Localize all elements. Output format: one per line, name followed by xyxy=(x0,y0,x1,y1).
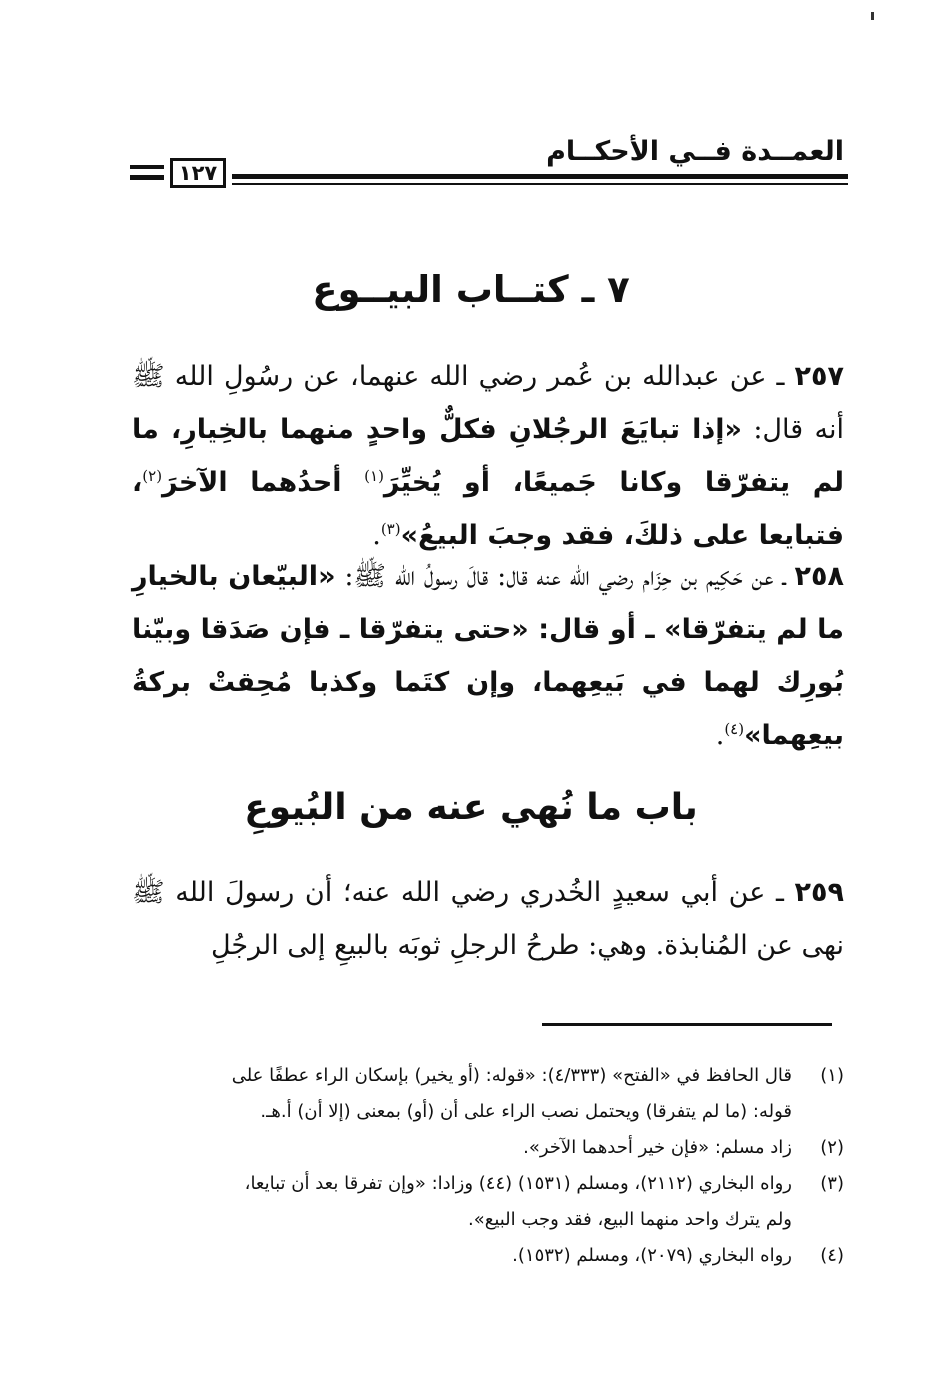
hadith-number: ٢٥٨ xyxy=(794,561,844,592)
scan-mark xyxy=(871,12,874,20)
hadith-259 xyxy=(132,866,844,972)
footnote-ref: (٣) xyxy=(380,520,401,538)
hadith-quote: ، فتبايعا على ذلكَ، فقد وجبَ البيعُ» xyxy=(132,467,844,551)
footnote-separator xyxy=(542,1023,832,1026)
hadith-number: ٢٥٩ xyxy=(794,877,844,908)
hadith-text: ـ عن أبي سعيدٍ الخُدري رضي الله عنه؛ أن رسولَ الله ﷺ نهى عن المُنابذة. وهي: طرحُ الرجلِ ثوبَه بالبيعِ إلى الرجُلِ xyxy=(132,877,844,961)
hadith-257 xyxy=(132,350,844,562)
hadith-intro: ـ عن حَكِيم بن حِزَام رضي الله عنه قال: قالَ رسولُ الله ﷺ: xyxy=(335,561,795,592)
running-header-title: العمــدة فــي الأحكــام xyxy=(546,136,844,167)
footnote-number: (١) xyxy=(820,1065,844,1086)
hadith-number: ٢٥٧ xyxy=(794,361,844,392)
footnote-number: (٢) xyxy=(820,1137,844,1158)
footnote-number: (٤) xyxy=(820,1245,844,1266)
footnote-continuation: ولم يترك واحد منهما البيع، فقد وجب البيع». xyxy=(468,1209,792,1230)
footnotes xyxy=(132,1058,844,1274)
chapter-title: ٧ ـ كتــاب البيــوع xyxy=(312,268,630,311)
footnote-continuation: قوله: (ما لم يتفرقا) ويحتمل نصب الراء على أن (أو) بمعنى (إلا أن) أ.هـ. xyxy=(260,1101,792,1122)
footnote-text: رواه البخاري (٢١١٢)، ومسلم (١٥٣١) (٤٤) وزادا: «وإن تفرقا بعد أن تبايعا، xyxy=(244,1173,792,1194)
footnote-ref: (١) xyxy=(364,467,384,485)
footnote-text: رواه البخاري (٢٠٧٩)، ومسلم (١٥٣٢). xyxy=(512,1245,792,1266)
footnote xyxy=(132,1238,844,1274)
footnote xyxy=(132,1058,844,1130)
page-number-ornament xyxy=(130,165,164,169)
hadith-quote: «البيّعان بالخيارِ ما لم يتفرّقا» ـ أو قال: «حتى يتفرّقا ـ فإن صَدَقا وبيّنا بُورِك لهما في بَيعِهما، وإن كتَما وكذبا مُحِقتْ بركةُ بيعِهما» xyxy=(132,561,844,751)
footnote xyxy=(132,1166,844,1238)
header-rule-thick xyxy=(232,174,848,179)
hadith-258 xyxy=(132,550,844,762)
section-title: باب ما نُهي عنه من البُيوعِ xyxy=(244,787,698,828)
hadith-quote: «إذا تبايَعَ الرجُلانِ فكلٌّ واحدٍ منهما بالخِيارِ، ما لم يتفرّقا وكانا جَميعًا، أو يُخيِّرَ xyxy=(132,414,844,498)
page-number-ornament xyxy=(130,175,164,180)
footnote-ref: (٤) xyxy=(724,720,745,738)
sentence-end: . xyxy=(372,520,381,551)
hadith-intro: ـ عن عبدالله بن عُمر رضي الله عنهما، عن رسُولِ الله ﷺ أنه قال: xyxy=(132,361,844,445)
sentence-end: . xyxy=(715,720,725,751)
page-number: ١٢٧ xyxy=(170,158,226,188)
footnote-number: (٣) xyxy=(820,1173,844,1194)
footnote-text: زاد مسلم: «فإن خير أحدهما الآخر». xyxy=(523,1137,792,1158)
header-rule-thin xyxy=(232,183,848,185)
hadith-quote: أحدُهما الآخرَ xyxy=(162,467,365,498)
footnote xyxy=(132,1130,844,1166)
footnote-text: قال الحافظ في «الفتح» (٤/٣٣٣): «قوله: (أو يخير) بإسكان الراء عطفًا على xyxy=(231,1065,792,1086)
footnote-ref: (٢) xyxy=(142,467,163,485)
